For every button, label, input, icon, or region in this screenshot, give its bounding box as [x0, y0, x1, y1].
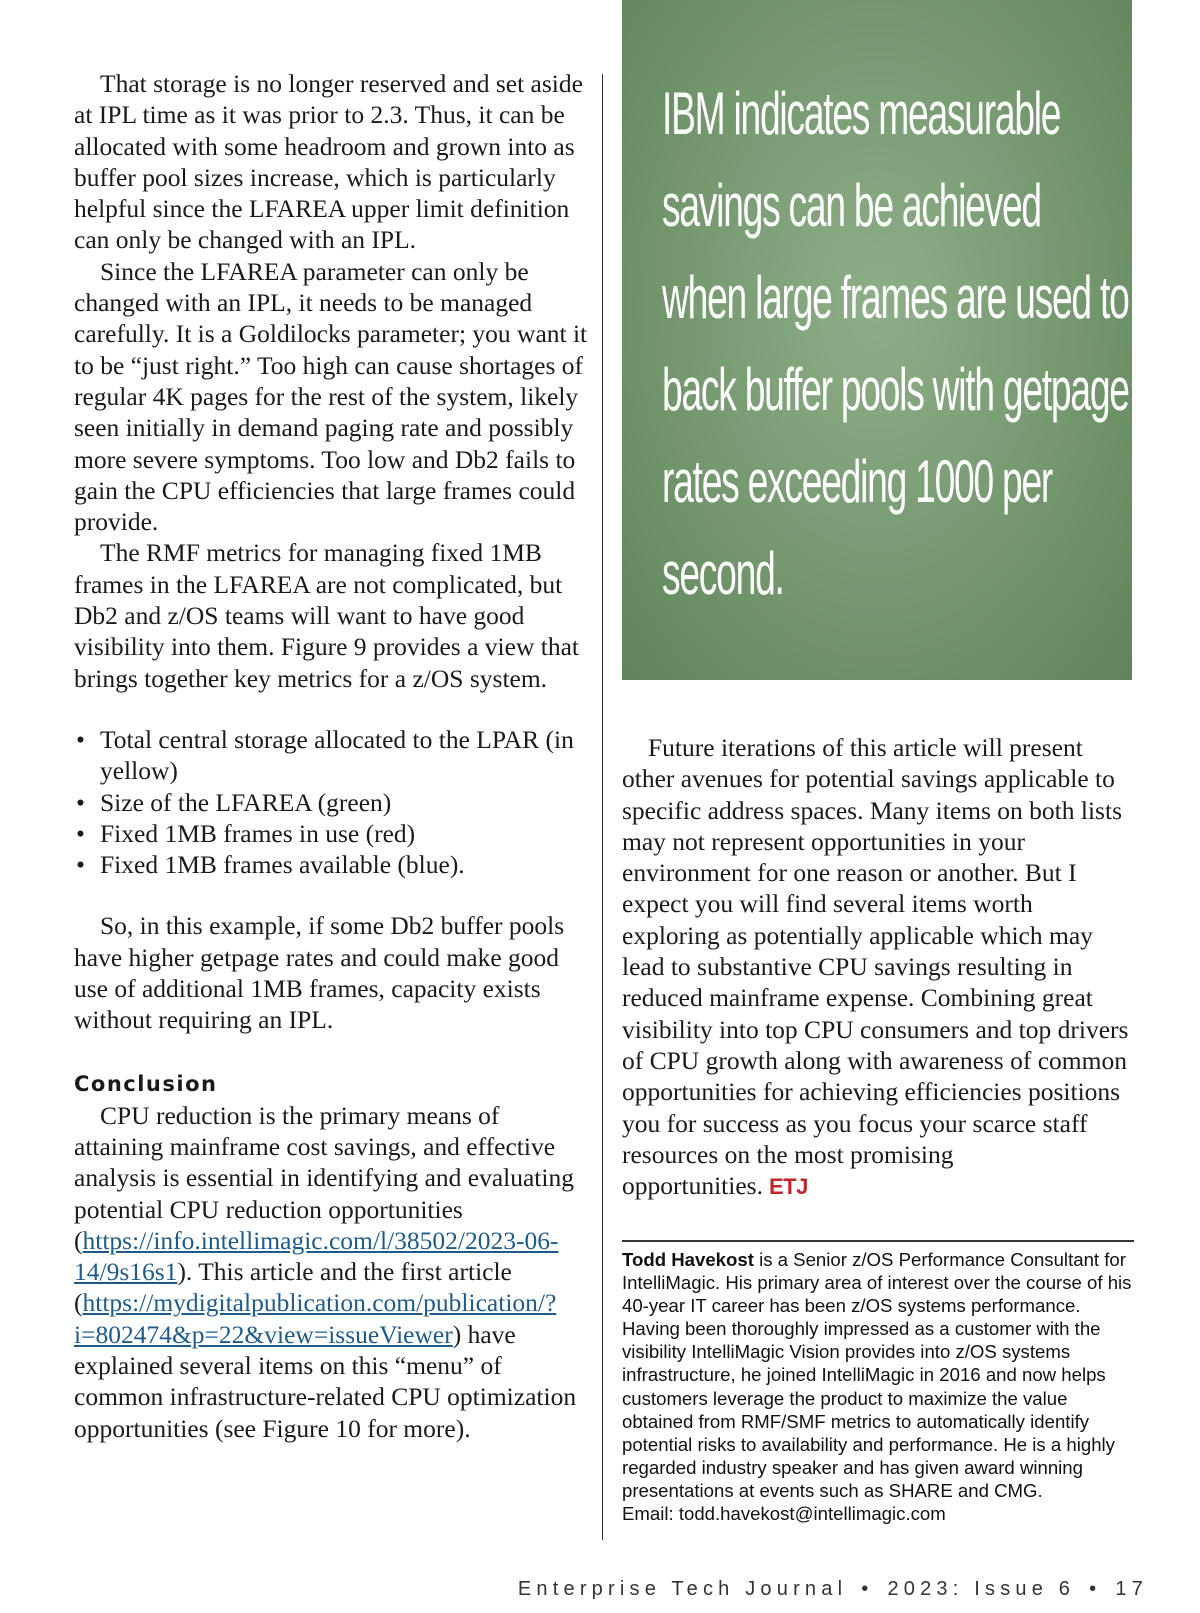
article-link-1[interactable]: https://info.intellimagic.com/l/38502/2023-06-14/9s16s1: [74, 1225, 559, 1287]
pull-quote-text: IBM indicates measurable savings can be achieved when large frames are used to back buffer pools with getpage rates exceeding 1000 per second.: [662, 80, 1129, 607]
article-link-2[interactable]: https://mydigitalpublication.com/publication/?i=802474&p=22&view=issueViewer: [74, 1288, 557, 1349]
right-column: [622, 732, 1134, 1202]
closing-text: Future iterations of this article will present other avenues for potential savings applicable to specific address spaces. Many items on both lists may not represent opportunities in your environment for one reason or another. But I expect you will find several items worth exploring as potentially applicable which may lead to substantive CPU savings resulting in reduced mainframe expense. Combining great visibility into top CPU consumers and top drivers of CPU growth along with awareness of common opportunities for achieving efficiencies positions you for success as you focus your scarce staff resources on the most promising opportunities.: [622, 733, 1129, 1201]
body-paragraph: So, in this example, if some Db2 buffer pools have higher getpage rates and could make good use of additional 1MB frames, capacity exists without requiring an IPL.: [74, 911, 565, 1035]
column-divider: [602, 74, 603, 1540]
bio-text: is a Senior z/OS Performance Consultant for IntelliMagic. His primary area of interest over the course of his 40-year IT career has been z/OS systems performance. Having been thoroughly impressed as a customer with the visibility IntelliMagic Vision provides into z/OS systems infrastructure, he joined IntelliMagic in 2016 and now helps customers leverage the product to maximize the value obtained from RMF/SMF metrics to automatically identify potential risks to availability and performance. He is a highly regarded industry speaker and has given award winning presentations at events such as SHARE and CMG.: [622, 1249, 1132, 1501]
list-item: • Fixed 1MB frames in use (red): [74, 818, 594, 849]
issue-label: 2023: Issue 6: [887, 1578, 1076, 1600]
page-footer: [518, 1578, 1148, 1601]
etj-end-mark: ETJ: [768, 1174, 808, 1200]
publication-name: Enterprise Tech Journal: [517, 1578, 848, 1600]
left-column: [74, 68, 594, 1444]
author-name: Todd Havekost: [622, 1249, 754, 1270]
page-number: 17: [1115, 1578, 1148, 1600]
conclusion-text: CPU reduction is the primary means of attaining mainframe cost savings, and effective analysis is essential in identifying and evaluating potential CPU reduction opportunities (: [74, 1100, 574, 1255]
list-item: • Total central storage allocated to the LPAR (in yellow): [74, 724, 594, 787]
body-paragraph: [622, 732, 1134, 1202]
metrics-list: [74, 724, 594, 880]
pull-quote-box: [622, 0, 1132, 680]
section-heading-conclusion: Conclusion: [74, 1071, 218, 1096]
conclusion-paragraph: [74, 1100, 594, 1444]
author-email[interactable]: Email: todd.havekost@intellimagic.com: [622, 1503, 946, 1525]
conclusion-text: ) have explained several items on this “menu” of common infrastructure-related CPU optimization opportunities (see Figure 10 for more).: [74, 1319, 577, 1443]
list-item: • Fixed 1MB frames available (blue).: [74, 849, 594, 880]
bio-divider: [622, 1240, 1134, 1242]
separator-dot: •: [1089, 1578, 1102, 1600]
body-paragraph: The RMF metrics for managing fixed 1MB frames in the LFAREA are not complicated, but Db2 and z/OS teams will want to have good visibility into them. Figure 9 provides a view that brings together key metrics for a z/OS system.: [74, 538, 579, 693]
conclusion-text: ). This article and the first article (: [74, 1257, 512, 1318]
body-paragraph: Since the LFAREA parameter can only be changed with an IPL, it needs to be managed carefully. It is a Goldilocks parameter; you want it to be “just right.” Too high can cause shortages of regular 4K pages for the rest of the system, likely seen initially in demand paging rate and possibly more severe symptoms. Too low and Db2 fails to gain the CPU efficiencies that large frames could provide.: [74, 256, 588, 537]
separator-dot: •: [861, 1578, 874, 1600]
list-item: • Size of the LFAREA (green): [74, 787, 594, 818]
author-bio: [622, 1248, 1134, 1525]
body-paragraph: That storage is no longer reserved and set aside at IPL time as it was prior to 2.3. Thus, it can be allocated with some headroom and grown into as buffer pool sizes increase, which is particularly helpful since the LFAREA upper limit definition can only be changed with an IPL.: [74, 69, 583, 255]
